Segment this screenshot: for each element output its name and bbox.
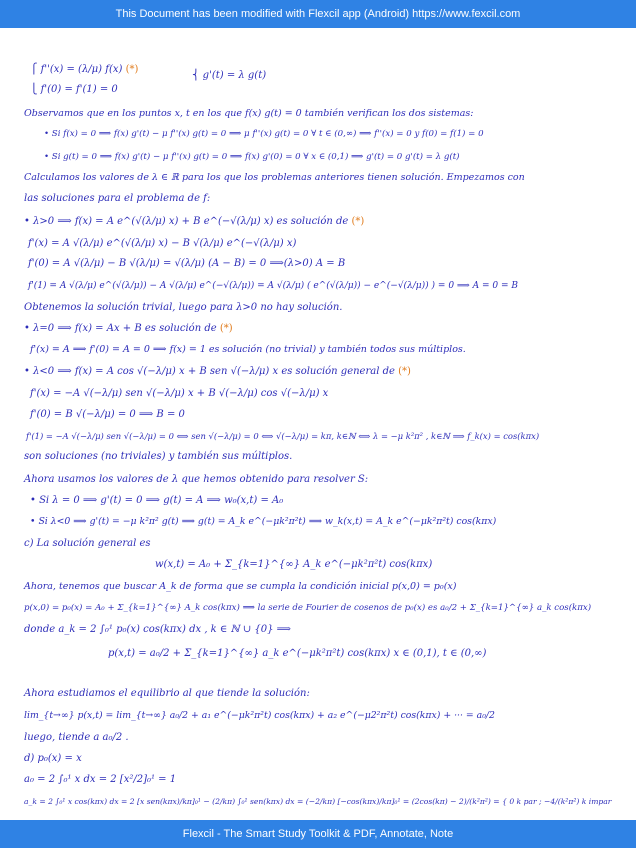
math-line: • Si λ = 0 ⟹ g'(t) = 0 ⟹ g(t) = A ⟹ w₀(x,t) = A₀ bbox=[30, 495, 284, 506]
case-f-zero: • Si f(x) = 0 ⟹ f(x) g'(t) − μ f''(x) g(t) = 0 ⟹ μ f''(x) g(t) = 0 ∀ t ∈ (0,∞) ⟹ f''(x) = 0 y f(0) = f(1) = 0 bbox=[44, 129, 484, 139]
system-g-line: ⎨ g'(t) = λ g(t) bbox=[192, 70, 267, 81]
handwritten-notes-page bbox=[0, 28, 636, 820]
math-line: f'(x) = A ⟹ f'(0) = A = 0 ⟹ f(x) = 1 es solución (no trivial) y también todos sus múltiplos. bbox=[30, 344, 466, 355]
text-line: Obtenemos la solución trivial, luego para λ>0 no hay solución. bbox=[24, 302, 343, 313]
limit-formula: lim_{t→∞} p(x,t) = lim_{t→∞} a₀/2 + a₁ e^(−μk²π²t) cos(kπx) + a₂ e^(−μ2²π²t) cos(kπx) + ··· = a₀/2 bbox=[24, 710, 495, 721]
section-d-heading: d) p₀(x) = x bbox=[24, 753, 82, 764]
text-line: Ahora usamos los valores de λ que hemos obtenido para resolver S: bbox=[24, 474, 369, 485]
text-line: Calculamos los valores de λ ∈ ℝ para los que los problemas anteriores tienen solución. Empezamos con bbox=[24, 172, 525, 183]
system-f-line-2: ⎩ f'(0) = f'(1) = 0 bbox=[30, 84, 118, 95]
math-line: donde a_k = 2 ∫₀¹ p₀(x) cos(kπx) dx , k ∈ ℕ ∪ {0} ⟹ bbox=[24, 624, 291, 635]
case-lambda-negative: • λ<0 ⟹ f(x) = A cos √(−λ/μ) x + B sen √(−λ/μ) x es solución general de (*) bbox=[24, 366, 411, 377]
math-line: p(x,0) = p₀(x) = A₀ + Σ_{k=1}^{∞} A_k cos(kπx) ⟹ la serie de Fourier de cosenos de p₀(x) es a₀/2 + Σ_{k=1}^{∞} a_k cos(kπx) bbox=[24, 603, 592, 613]
text-line: luego, tiende a a₀/2 . bbox=[24, 732, 129, 743]
math-line: f'(1) = −A √(−λ/μ) sen √(−λ/μ) = 0 ⟺ sen √(−λ/μ) = 0 ⟺ √(−λ/μ) = kπ, k∈ℕ ⟺ λ = −μ k²π² , k∈ℕ ⟹ f_k(x) = cos(kπx) bbox=[26, 431, 540, 441]
math-line: f'(x) = −A √(−λ/μ) sen √(−λ/μ) x + B √(−λ/μ) cos √(−λ/μ) x bbox=[30, 388, 329, 399]
math-line: f'(1) = A √(λ/μ) e^(√(λ/μ)) − A √(λ/μ) e^(−√(λ/μ)) = A √(λ/μ) ( e^(√(λ/μ)) − e^(−√(λ/μ)) ) = 0 ⟹ A = 0 = B bbox=[28, 281, 519, 291]
app-banner-top: This Document has been modified with Flexcil app (Android) https://www.fexcil.com bbox=[0, 0, 636, 28]
asterisk-mark: (*) bbox=[219, 323, 233, 334]
math-line: f'(x) = A √(λ/μ) e^(√(λ/μ) x) − B √(λ/μ) e^(−√(λ/μ) x) bbox=[28, 238, 297, 249]
asterisk-mark: (*) bbox=[125, 64, 139, 75]
text-line: Ahora estudiamos el equilibrio al que tiende la solución: bbox=[24, 688, 310, 699]
solution-formula: p(x,t) = a₀/2 + Σ_{k=1}^{∞} a_k e^(−μk²π²t) cos(kπx) x ∈ (0,1), t ∈ (0,∞) bbox=[108, 648, 487, 659]
case-lambda-positive: • λ>0 ⟹ f(x) = A e^(√(λ/μ) x) + B e^(−√(λ/μ) x) es solución de (*) bbox=[24, 216, 365, 227]
text-line: Ahora, tenemos que buscar A_k de forma que se cumpla la condición inicial p(x,0) = p₀(x) bbox=[24, 581, 457, 592]
text-line: son soluciones (no triviales) y también sus múltiplos. bbox=[24, 451, 293, 462]
asterisk-mark: (*) bbox=[398, 366, 411, 377]
asterisk-mark: (*) bbox=[351, 216, 365, 227]
section-c-heading: c) La solución general es bbox=[24, 538, 151, 549]
general-solution-formula: w(x,t) = A₀ + Σ_{k=1}^{∞} A_k e^(−μk²π²t) cos(kπx) bbox=[155, 559, 433, 570]
math-line: f'(0) = A √(λ/μ) − B √(λ/μ) = √(λ/μ) (A − B) = 0 ⟹(λ>0) A = B bbox=[28, 258, 346, 269]
math-line: a_k = 2 ∫₀¹ x cos(kπx) dx = 2 [x sen(kπx)/kπ]₀¹ − (2/kπ) ∫₀¹ sen(kπx) dx = (−2/kπ) [−cos(kπx)/kπ]₀¹ = (2cos(kπ) − 2)/(k²π²) = { 0 k par ; −4/(k²π²) k impar bbox=[24, 797, 612, 806]
app-banner-bottom: Flexcil - The Smart Study Toolkit & PDF, Annotate, Note bbox=[0, 820, 636, 848]
math-line: f'(0) = B √(−λ/μ) = 0 ⟹ B = 0 bbox=[30, 409, 185, 420]
case-g-zero: • Si g(t) = 0 ⟹ f(x) g'(t) − μ f''(x) g(t) = 0 ⟹ f(x) g'(0) = 0 ∀ x ∈ (0,1) ⟹ g'(t) = 0 g'(t) = λ g(t) bbox=[44, 152, 460, 162]
text-line: las soluciones para el problema de f: bbox=[24, 193, 211, 204]
case-lambda-zero: • λ=0 ⟹ f(x) = Ax + B es solución de (*) bbox=[24, 323, 233, 334]
text-line: Observamos que en los puntos x, t en los que f(x) g(t) = 0 también verifican los dos sistemas: bbox=[24, 108, 474, 119]
system-f-line-1: ⎧ f''(x) = (λ/μ) f(x) (*) bbox=[30, 64, 139, 75]
math-line: a₀ = 2 ∫₀¹ x dx = 2 [x²/2]₀¹ = 1 bbox=[24, 774, 177, 785]
math-line: • Si λ<0 ⟹ g'(t) = −μ k²π² g(t) ⟹ g(t) = A_k e^(−μk²π²t) ⟹ w_k(x,t) = A_k e^(−μk²π²t) cos(kπx) bbox=[30, 516, 497, 527]
